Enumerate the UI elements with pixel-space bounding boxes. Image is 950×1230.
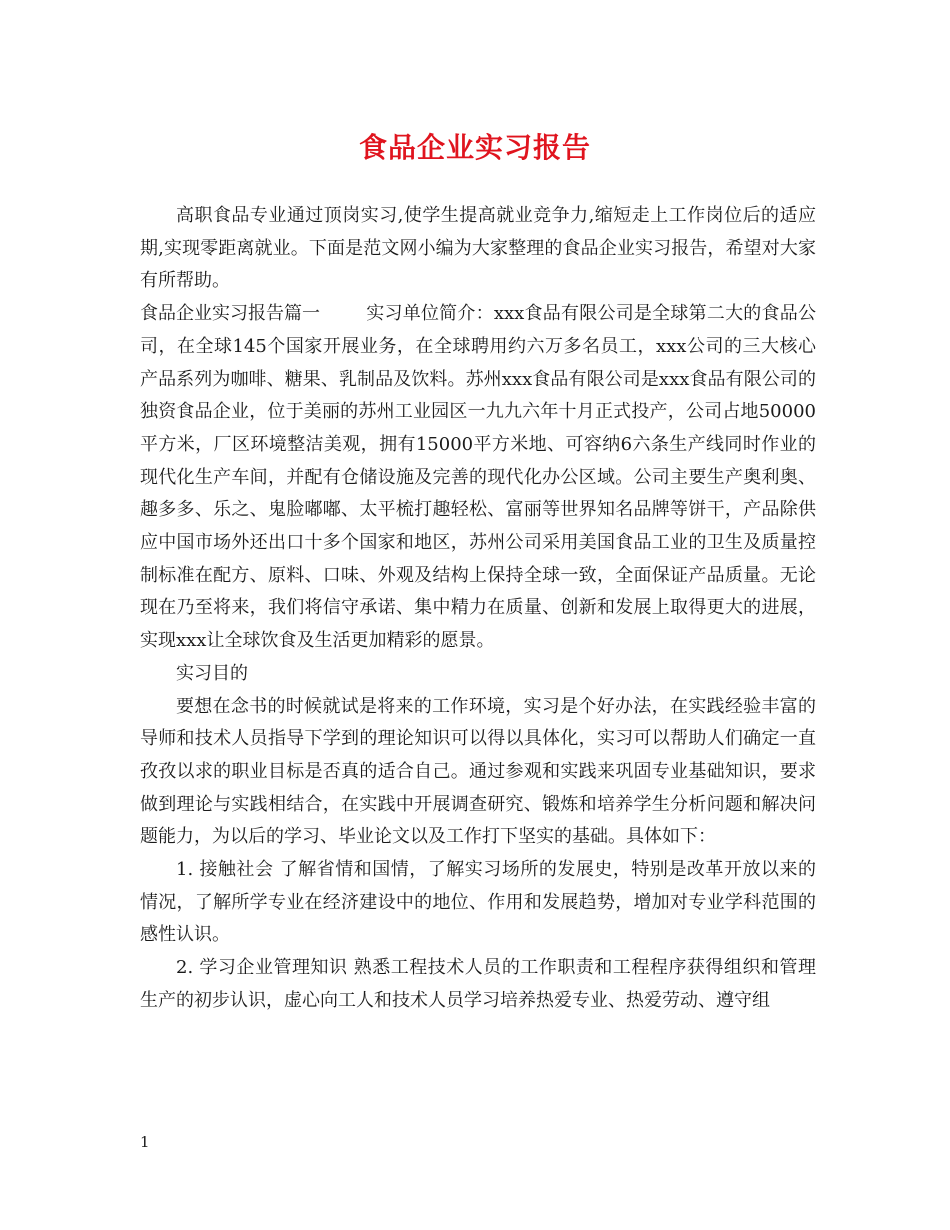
section1-paragraph <box>140 298 816 658</box>
document-title: 食品企业实习报告 <box>358 131 591 164</box>
section1-heading: 食品企业实习报告篇一 <box>140 303 320 325</box>
list-item-2: 2. 学习企业管理知识 熟悉工程技术人员的工作职责和工程程序获得组织和管理生产的初步认识，虚心向工人和技术人员学习培养热爱专业、热爱劳动、遵守组 <box>140 957 816 1011</box>
purpose-paragraph: 要想在念书的时候就试是将来的工作环境，实习是个好办法，在实践经验丰富的导师和技术人员指导下学到的理论知识可以得以具体化，实习可以帮助人们确定一直孜孜以求的职业目标是否真的适合自己。通过参观和实践来巩固专业基础知识，要求做到理论与实践相结合，在实践中开展调查研究、锻炼和培养学生分析问题和解决问题能力，为以后的学习、毕业论文以及工作打下坚实的基础。具体如下： <box>140 695 816 848</box>
page-number: 1 <box>140 1133 150 1151</box>
document-body <box>140 200 816 1018</box>
purpose-heading: 实习目的 <box>176 662 248 684</box>
list-item-1: 1. 接触社会 了解省情和国情，了解实习场所的发展史，特别是改革开放以来的情况，了解所学专业在经济建设中的地位、作用和发展趋势，增加对专业学科范围的感性认识。 <box>140 859 816 946</box>
section1-body: 实习单位简介：xxx食品有限公司是全球第二大的食品公司，在全球145个国家开展业务，在全球聘用约六万多名员工，xxx公司的三大核心产品系列为咖啡、糖果、乳制品及饮料。苏州xxx食品有限公司是xxx食品有限公司的独资食品企业，位于美丽的苏州工业园区一九九六年十月正式投产，公司占地50000平方米，厂区环境整洁美观，拥有15000平方米地、可容纳6六条生产线同时作业的现代化生产车间，并配有仓储设施及完善的现代化办公区域。公司主要生产奥利奥、趣多多、乐之、鬼脸嘟嘟、太平梳打趣轻松、富丽等世界知名品牌等饼干，产品除供应中国市场外还出口十多个国家和地区，苏州公司采用美国食品工业的卫生及质量控制标准在配方、原料、口味、外观及结构上保持全球一致，全面保证产品质量。无论现在乃至将来，我们将信守承诺、集中精力在质量、创新和发展上取得更大的进展，实现xxx让全球饮食及生活更加精彩的愿景。 <box>140 303 816 652</box>
intro-paragraph: 高职食品专业通过顶岗实习,使学生提高就业竞争力,缩短走上工作岗位后的适应期,实现零距离就业。下面是范文网小编为大家整理的食品企业实习报告，希望对大家有所帮助。 <box>140 205 816 292</box>
